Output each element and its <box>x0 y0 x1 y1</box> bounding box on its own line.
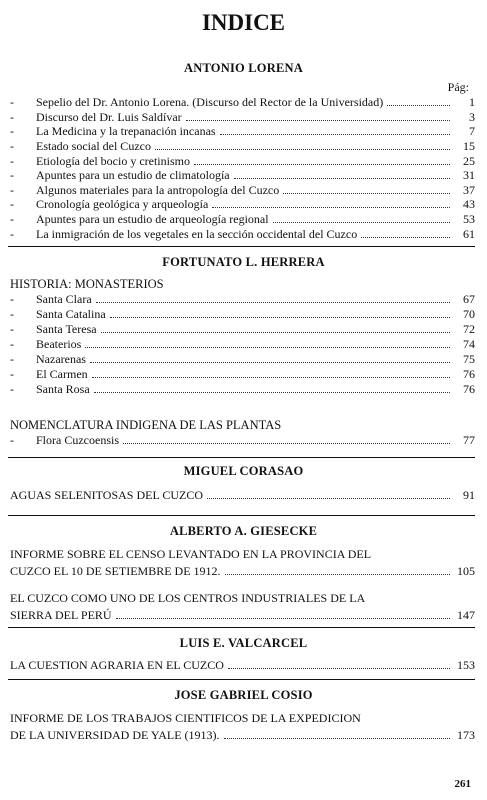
section-divider <box>8 246 475 247</box>
toc-entry[interactable]: - Santa Clara 67 <box>10 292 475 306</box>
toc-entry[interactable]: - El Carmen 76 <box>10 367 475 381</box>
toc-entry[interactable]: - Apuntes para un estudio de climatología 31 <box>10 168 475 182</box>
toc-entry[interactable] <box>10 658 475 673</box>
entry-title: LA CUESTION AGRARIA EN EL CUZCO <box>10 658 224 672</box>
section-heading: NOMENCLATURA INDIGENA DE LAS PLANTAS <box>10 418 282 432</box>
toc-entry[interactable]: - Estado social del Cuzco 15 <box>10 139 475 153</box>
entry-page: 31 <box>463 168 475 182</box>
entry-title: Sepelio del Dr. Antonio Lorena. (Discurso del Rector de la Universidad) <box>36 95 384 109</box>
entry-page: 105 <box>457 564 475 578</box>
entry-title: Apuntes para un estudio de arqueología regional <box>36 212 269 226</box>
toc-entry[interactable]: - Santa Teresa 72 <box>10 322 475 336</box>
entry-title-line2: DE LA UNIVERSIDAD DE YALE (1913). <box>10 728 220 742</box>
author-heading: JOSE GABRIEL COSIO <box>174 688 313 702</box>
toc-entry[interactable]: - Etiología del bocio y cretinismo 25 <box>10 154 475 168</box>
entry-page: 153 <box>457 658 475 672</box>
author-heading: FORTUNATO L. HERRERA <box>162 255 325 269</box>
entry-page: 25 <box>463 154 475 168</box>
entry-page: 67 <box>463 292 475 306</box>
section-divider <box>8 679 475 680</box>
author-heading: ANTONIO LORENA <box>184 61 303 75</box>
entry-page: 72 <box>463 322 475 336</box>
entry-title: La inmigración de los vegetales en la sección occidental del Cuzco <box>36 227 358 241</box>
toc-entry[interactable] <box>10 546 475 580</box>
entry-page: 76 <box>463 382 475 396</box>
author-heading: LUIS E. VALCARCEL <box>179 636 308 650</box>
entry-title: Flora Cuzcoensis <box>36 433 119 447</box>
toc-entry[interactable]: - Apuntes para un estudio de arqueología regional 53 <box>10 212 475 226</box>
toc-entry[interactable]: - Sepelio del Dr. Antonio Lorena. (Discurso del Rector de la Universidad) 1 <box>10 95 475 109</box>
entry-title-line1: INFORME DE LOS TRABAJOS CIENTIFICOS DE LA EXPEDICION <box>10 711 361 725</box>
page-column-label: Pág: <box>447 80 469 94</box>
toc-entry[interactable] <box>10 488 475 503</box>
section-heading: HISTORIA: MONASTERIOS <box>10 277 164 291</box>
entry-title: Nazarenas <box>36 352 86 366</box>
entry-title-line2: SIERRA DEL PERÚ <box>10 608 112 622</box>
entry-page: 70 <box>463 307 475 321</box>
entry-page: 61 <box>463 227 475 241</box>
entry-page: 1 <box>469 95 475 109</box>
entry-title: Etiología del bocio y cretinismo <box>36 154 190 168</box>
author-heading: ALBERTO A. GIESECKE <box>169 524 318 538</box>
entry-title-line1: INFORME SOBRE EL CENSO LEVANTADO EN LA PROVINCIA DEL <box>10 547 372 561</box>
entry-title: Apuntes para un estudio de climatología <box>36 168 230 182</box>
entry-title: Algunos materiales para la antropología del Cuzco <box>36 183 280 197</box>
toc-entry[interactable]: - Algunos materiales para la antropología del Cuzco 37 <box>10 183 475 197</box>
entry-page: 147 <box>457 608 475 622</box>
entry-title: Santa Clara <box>36 292 92 306</box>
author-heading: MIGUEL CORASAO <box>183 464 304 478</box>
entry-page: 43 <box>463 197 475 211</box>
toc-entry[interactable] <box>10 710 475 744</box>
toc-entry[interactable]: - La inmigración de los vegetales en la sección occidental del Cuzco 61 <box>10 227 475 241</box>
entry-title-line1: EL CUZCO COMO UNO DE LOS CENTROS INDUSTRIALES DE LA <box>10 591 366 605</box>
entry-title: Discurso del Dr. Luis Saldívar <box>36 110 182 124</box>
entry-page: 76 <box>463 367 475 381</box>
entry-title-line2: CUZCO EL 10 DE SETIEMBRE DE 1912. <box>10 564 221 578</box>
entry-page: 53 <box>463 212 475 226</box>
section-divider <box>8 515 475 516</box>
entry-page: 3 <box>469 110 475 124</box>
toc-entry[interactable]: - Nazarenas 75 <box>10 352 475 366</box>
entry-page: 74 <box>463 337 475 351</box>
entry-title: Santa Catalina <box>36 307 106 321</box>
entry-page: 173 <box>457 728 475 742</box>
toc-entry[interactable]: - Santa Rosa 76 <box>10 382 475 396</box>
entry-page: 75 <box>463 352 475 366</box>
toc-entry[interactable]: - Beaterios 74 <box>10 337 475 351</box>
page-title: INDICE <box>201 10 286 35</box>
page-number: 261 <box>454 778 471 790</box>
entry-page: 91 <box>463 488 475 502</box>
entry-title: La Medicina y la trepanación incanas <box>36 124 216 138</box>
entry-page: 15 <box>463 139 475 153</box>
entry-page: 7 <box>469 124 475 138</box>
entry-title: Santa Teresa <box>36 322 97 336</box>
entry-title: Santa Rosa <box>36 382 90 396</box>
toc-entry[interactable]: - Cronología geológica y arqueología 43 <box>10 197 475 211</box>
section-divider <box>8 627 475 628</box>
entry-title: Beaterios <box>36 337 82 351</box>
entry-page: 77 <box>463 433 475 447</box>
toc-entry[interactable]: - Discurso del Dr. Luis Saldívar 3 <box>10 110 475 124</box>
entry-title: Cronología geológica y arqueología <box>36 197 209 211</box>
entry-title: AGUAS SELENITOSAS DEL CUZCO <box>10 488 204 502</box>
entry-title: El Carmen <box>36 367 88 381</box>
entry-title: Estado social del Cuzco <box>36 139 151 153</box>
entry-page: 37 <box>463 183 475 197</box>
toc-entry[interactable]: - Santa Catalina 70 <box>10 307 475 321</box>
toc-entry[interactable] <box>10 590 475 624</box>
toc-entry[interactable]: - La Medicina y la trepanación incanas 7 <box>10 124 475 138</box>
toc-entry[interactable]: - Flora Cuzcoensis 77 <box>10 433 475 447</box>
section-divider <box>8 457 475 458</box>
